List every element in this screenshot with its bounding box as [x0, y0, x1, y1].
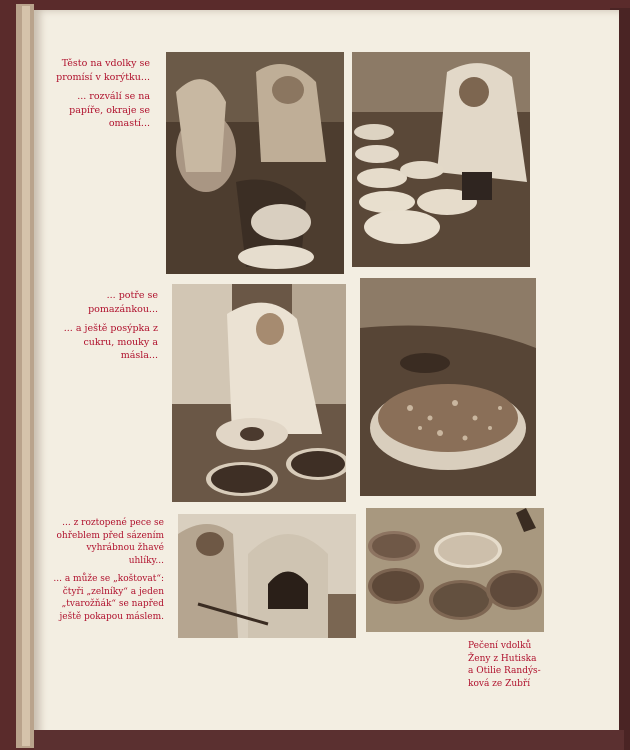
caption-oven — [52, 517, 164, 629]
photo-closeup — [360, 278, 536, 496]
credit-line: Ženy z Hutiska — [468, 653, 537, 664]
caption-line: ... a může se „koštovat“: čtyři „zelníky“ a jeden „tvarožňák“ se napřed ještě pokapou máslem. — [53, 574, 164, 622]
caption-topping — [52, 289, 158, 369]
photo-kneading — [166, 52, 344, 274]
page-stack — [22, 6, 30, 746]
credit-line: ková ze Zubří — [468, 678, 531, 689]
book-cover-bottom — [34, 730, 624, 750]
photo-finished — [366, 508, 544, 632]
caption-line: ... rozválí se na papíře, okraje se omastí... — [69, 91, 150, 129]
caption-line: Těsto na vdolky se promísí v korýtku... — [56, 58, 150, 83]
credit-line: Pečení vdolků — [468, 641, 532, 651]
photo-oven — [178, 514, 356, 638]
photo-topping — [172, 284, 346, 502]
credit-line: a Otilie Randýs- — [468, 666, 541, 676]
caption-line: ... a ještě posýpka z cukru, mouky a másla... — [63, 323, 158, 361]
photo-credit — [468, 640, 588, 690]
caption-line: ... z roztopené pece se ohřeblem před sázením vyhrábnou žhavé uhlíky... — [56, 518, 164, 566]
photo-rolling — [352, 52, 530, 267]
caption-kneading — [52, 57, 150, 137]
caption-line: ... potře se pomazánkou... — [88, 290, 158, 315]
